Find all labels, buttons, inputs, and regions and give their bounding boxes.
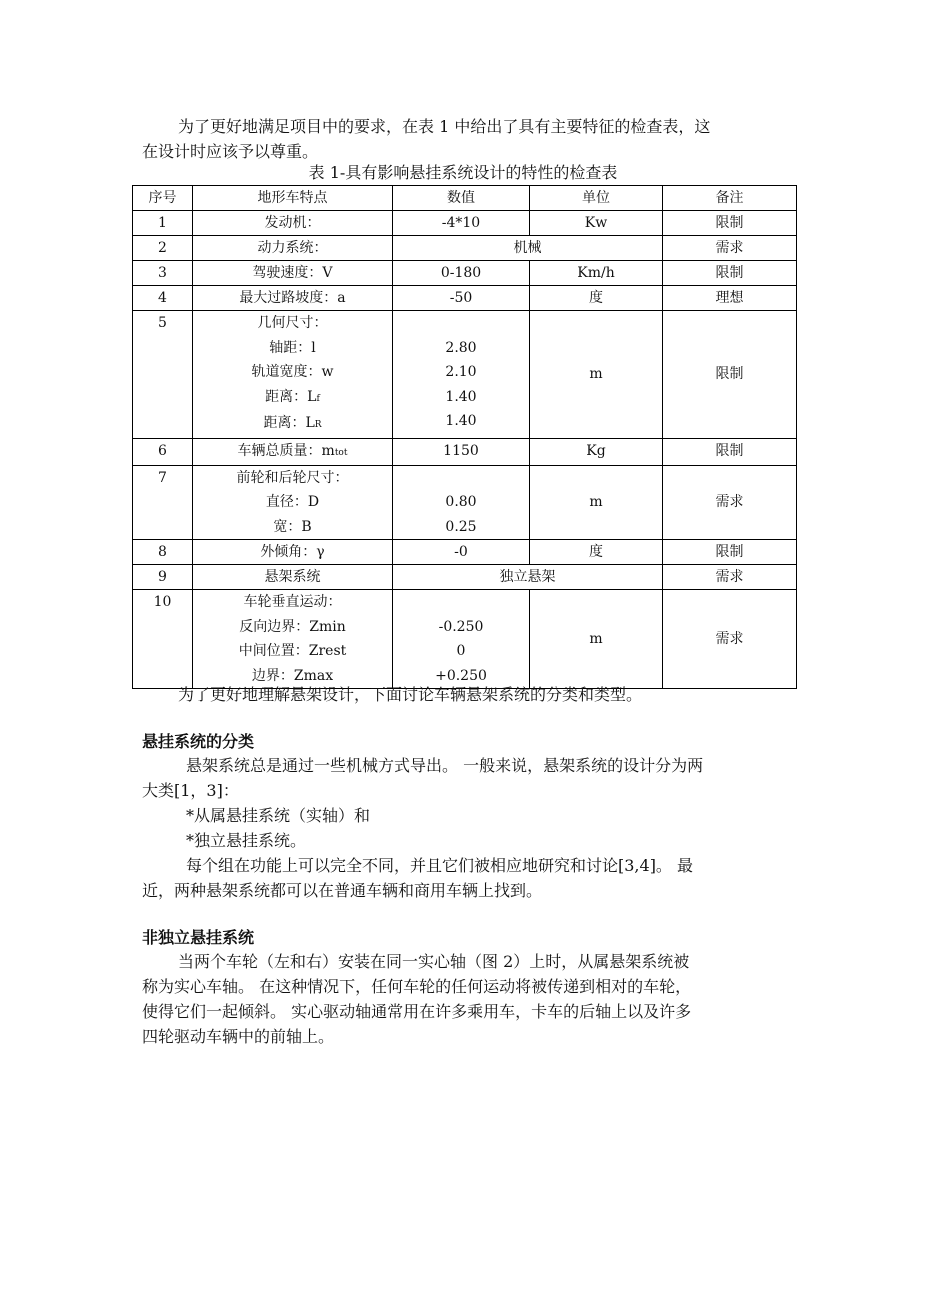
feature-sub: 宽：B bbox=[273, 518, 312, 535]
value-sub: 0 bbox=[456, 643, 466, 659]
cell-feature: 悬架系统 bbox=[193, 565, 393, 590]
cell-unit: m bbox=[530, 590, 663, 689]
cell-feature bbox=[193, 311, 393, 439]
cell-no: 3 bbox=[133, 261, 193, 286]
intro-line-2: 在设计时应该予以尊重。 bbox=[142, 142, 319, 161]
table-row bbox=[133, 438, 797, 465]
cell-no: 9 bbox=[133, 565, 193, 590]
cell-note: 限制 bbox=[663, 261, 797, 286]
subscript: tot bbox=[334, 447, 348, 458]
cell-unit: m bbox=[530, 465, 663, 540]
cell-value: 1150 bbox=[393, 438, 530, 465]
table-row bbox=[133, 540, 797, 565]
table-row bbox=[133, 565, 797, 590]
value-sub: 2.10 bbox=[445, 364, 477, 380]
section2-line: 称为实心车轴。 在这种情况下，任何车轮的任何运动将被传递到相对的车轮， bbox=[142, 977, 692, 996]
value-sub: +0.250 bbox=[435, 667, 487, 684]
section2-line: 使得它们一起倾斜。 实心驱动轴通常用在许多乘用车，卡车的后轴上以及许多 bbox=[142, 1002, 692, 1021]
subscript: f bbox=[316, 393, 320, 404]
section-heading-classification: 悬挂系统的分类 bbox=[142, 732, 255, 751]
feature-sub: 边界：Zmax bbox=[251, 667, 334, 684]
table-header-row bbox=[133, 186, 797, 211]
cell-unit: 度 bbox=[530, 286, 663, 311]
cell-feature bbox=[193, 590, 393, 689]
feature-sub: 中间位置：Zrest bbox=[238, 643, 347, 659]
cell-note: 限制 bbox=[663, 311, 797, 439]
table-row bbox=[133, 236, 797, 261]
feature-sub: 距离：Lf bbox=[265, 388, 320, 405]
table-row bbox=[133, 261, 797, 286]
feature-title: 车轮垂直运动： bbox=[243, 594, 342, 610]
cell-no: 7 bbox=[133, 465, 193, 540]
cell-unit: Kw bbox=[530, 211, 663, 236]
subscript: R bbox=[314, 420, 322, 430]
section1-line: 每个组在功能上可以完全不同，并且它们被相应地研究和讨论[3,4]。 最 bbox=[186, 856, 694, 875]
table-row bbox=[133, 590, 797, 689]
cell-feature: 发动机： bbox=[193, 211, 393, 236]
cell-value bbox=[393, 465, 530, 540]
bullet-dependent: *从属悬挂系统（实轴）和 bbox=[186, 806, 371, 825]
feature-title: 几何尺寸： bbox=[257, 315, 328, 331]
value-sub: 1.40 bbox=[445, 413, 477, 429]
cell-note: 需求 bbox=[663, 565, 797, 590]
feature-title: 前轮和后轮尺寸： bbox=[236, 469, 349, 486]
cell-no: 8 bbox=[133, 540, 193, 565]
cell-value: 机械 bbox=[393, 236, 663, 261]
bullet-independent: *独立悬挂系统。 bbox=[186, 831, 307, 850]
cell-note: 限制 bbox=[663, 438, 797, 465]
table-row bbox=[133, 286, 797, 311]
section1-line: 近，两种悬架系统都可以在普通车辆和商用车辆上找到。 bbox=[142, 881, 543, 900]
after-table-text: 为了更好地理解悬架设计，下面讨论车辆悬架系统的分类和类型。 bbox=[178, 685, 643, 704]
section2-line: 当两个车轮（左和右）安装在同一实心轴（图 2）上时，从属悬架系统被 bbox=[178, 952, 690, 971]
table-caption: 表 1-具有影响悬挂系统设计的特性的检查表 bbox=[308, 163, 618, 182]
intro-line-1: 为了更好地满足项目中的要求，在表 1 中给出了具有主要特征的检查表，这 bbox=[178, 117, 711, 136]
feature-sub: 距离：LR bbox=[263, 415, 322, 431]
cell-no: 2 bbox=[133, 236, 193, 261]
header-feature: 地形车特点 bbox=[193, 186, 393, 211]
cell-note: 限制 bbox=[663, 540, 797, 565]
header-note: 备注 bbox=[663, 186, 797, 211]
cell-note: 需求 bbox=[663, 236, 797, 261]
cell-unit: 度 bbox=[530, 540, 663, 565]
cell-no: 10 bbox=[133, 590, 193, 689]
cell-value: -0 bbox=[393, 540, 530, 565]
cell-feature: 动力系统： bbox=[193, 236, 393, 261]
feature-sub: 反向边界：Zmin bbox=[239, 618, 346, 635]
section1-line: 悬架系统总是通过一些机械方式导出。 一般来说，悬架系统的设计分为两 bbox=[186, 756, 704, 775]
cell-feature: 外倾角：γ bbox=[193, 540, 393, 565]
header-unit: 单位 bbox=[530, 186, 663, 211]
value-sub: 2.80 bbox=[445, 339, 477, 356]
table-row bbox=[133, 311, 797, 439]
table-row bbox=[133, 465, 797, 540]
cell-unit: Km/h bbox=[530, 261, 663, 286]
cell-note: 理想 bbox=[663, 286, 797, 311]
spec-table bbox=[132, 185, 797, 689]
cell-feature bbox=[193, 465, 393, 540]
value-sub: 1.40 bbox=[445, 388, 477, 405]
header-value: 数值 bbox=[393, 186, 530, 211]
section-heading-dependent: 非独立悬挂系统 bbox=[142, 928, 255, 947]
cell-note: 需求 bbox=[663, 590, 797, 689]
cell-value bbox=[393, 590, 530, 689]
cell-feature: 驾驶速度：V bbox=[193, 261, 393, 286]
cell-no: 5 bbox=[133, 311, 193, 439]
cell-no: 4 bbox=[133, 286, 193, 311]
cell-unit: Kg bbox=[530, 438, 663, 465]
cell-value: 独立悬架 bbox=[393, 565, 663, 590]
section1-line: 大类[1，3]： bbox=[142, 781, 239, 800]
cell-feature: 最大过路坡度：a bbox=[193, 286, 393, 311]
cell-feature: 车辆总质量：mtot bbox=[193, 438, 393, 465]
cell-value: 0-180 bbox=[393, 261, 530, 286]
table-row bbox=[133, 211, 797, 236]
cell-no: 1 bbox=[133, 211, 193, 236]
value-sub: 0.25 bbox=[445, 518, 477, 535]
section2-line: 四轮驱动车辆中的前轴上。 bbox=[142, 1027, 335, 1046]
cell-value: -50 bbox=[393, 286, 530, 311]
cell-note: 需求 bbox=[663, 465, 797, 540]
cell-no: 6 bbox=[133, 438, 193, 465]
cell-unit: m bbox=[530, 311, 663, 439]
cell-value: -4*10 bbox=[393, 211, 530, 236]
feature-sub: 轴距：l bbox=[269, 339, 316, 356]
cell-note: 限制 bbox=[663, 211, 797, 236]
feature-sub: 直径：D bbox=[265, 494, 320, 510]
value-sub: 0.80 bbox=[445, 494, 477, 510]
cell-value bbox=[393, 311, 530, 439]
feature-sub: 轨道宽度：w bbox=[251, 364, 334, 380]
value-sub: -0.250 bbox=[438, 618, 484, 635]
header-no: 序号 bbox=[133, 186, 193, 211]
